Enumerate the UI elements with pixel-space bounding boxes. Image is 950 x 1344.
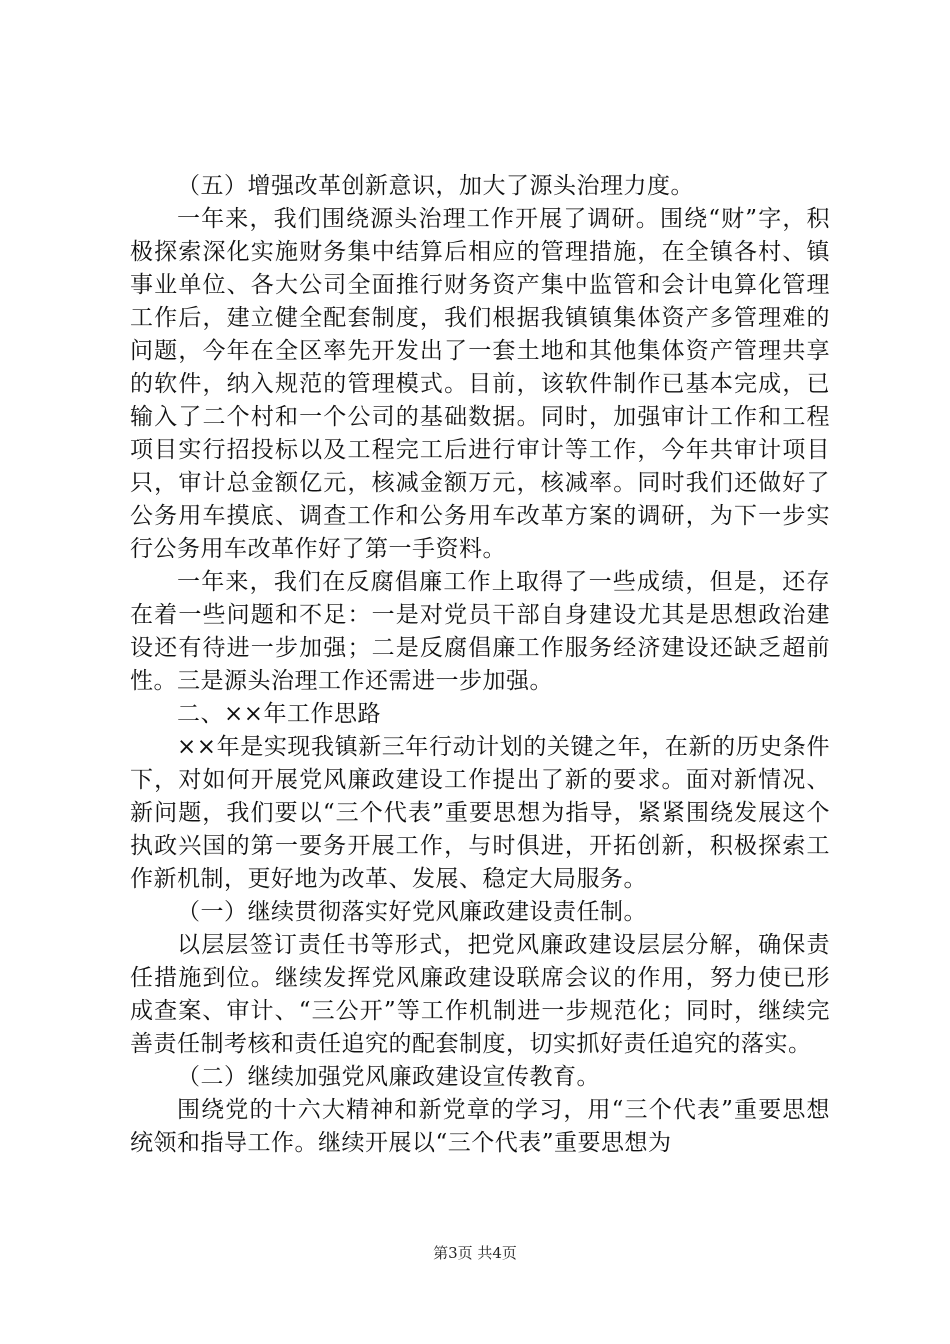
section-heading-2: 二、××年工作思路 (177, 701, 382, 727)
section-heading-5: （五）增强改革创新意识，加大了源头治理力度。 (177, 173, 694, 199)
subsection-heading-1: （一）继续贯彻落实好党风廉政建设责任制。 (177, 899, 647, 925)
paragraph-responsibility: 以层层签订责任书等形式，把党风廉政建设层层分解，确保责任措施到位。继续发挥党风廉政建设联席会议的作用，努力使已形成查案、审计、“三公开”等工作机制进一步规范化；同时，继续完善责任制考核和责任追究的配套制度，切实抓好责任追究的落实。 (130, 932, 830, 1057)
page-footer: 第3页 共4页 (433, 1244, 517, 1262)
subsection-heading-2: （二）继续加强党风廉政建设宣传教育。 (177, 1064, 600, 1090)
document-body (130, 170, 830, 1160)
paragraph-work-plan: ××年是实现我镇新三年行动计划的关键之年，在新的历史条件下，对如何开展党风廉政建设工作提出了新的要求。面对新情况、新问题，我们要以“三个代表”重要思想为指导，紧紧围绕发展这个执政兴国的第一要务开展工作，与时俱进，开拓创新，积极探索工作新机制，更好地为改革、发展、稳定大局服务。 (130, 734, 830, 892)
paragraph-source-governance: 一年来，我们围绕源头治理工作开展了调研。围绕“财”字，积极探索深化实施财务集中结算后相应的管理措施，在全镇各村、镇事业单位、各大公司全面推行财务资产集中监管和会计电算化管理工作后，建立健全配套制度，我们根据我镇镇集体资产多管理难的问题，今年在全区率先开发出了一套土地和其他集体资产管理共享的软件，纳入规范的管理模式。目前，该软件制作已基本完成，已输入了二个村和一个公司的基础数据。同时，加强审计工作和工程项目实行招投标以及工程完工后进行审计等工作，今年共审计项目只，审计总金额亿元，核减金额万元，核减率。同时我们还做好了公务用车摸底、调查工作和公务用车改革方案的调研，为下一步实行公务用车改革作好了第一手资料。 (130, 206, 830, 562)
paragraph-education: 围绕党的十六大精神和新党章的学习，用“三个代表”重要思想统领和指导工作。继续开展以“三个代表”重要思想为 (130, 1097, 830, 1156)
paragraph-shortcomings: 一年来，我们在反腐倡廉工作上取得了一些成绩，但是，还存在着一些问题和不足：一是对党员干部自身建设尤其是思想政治建设还有待进一步加强；二是反腐倡廉工作服务经济建设还缺乏超前性。三是源头治理工作还需进一步加强。 (130, 569, 830, 694)
